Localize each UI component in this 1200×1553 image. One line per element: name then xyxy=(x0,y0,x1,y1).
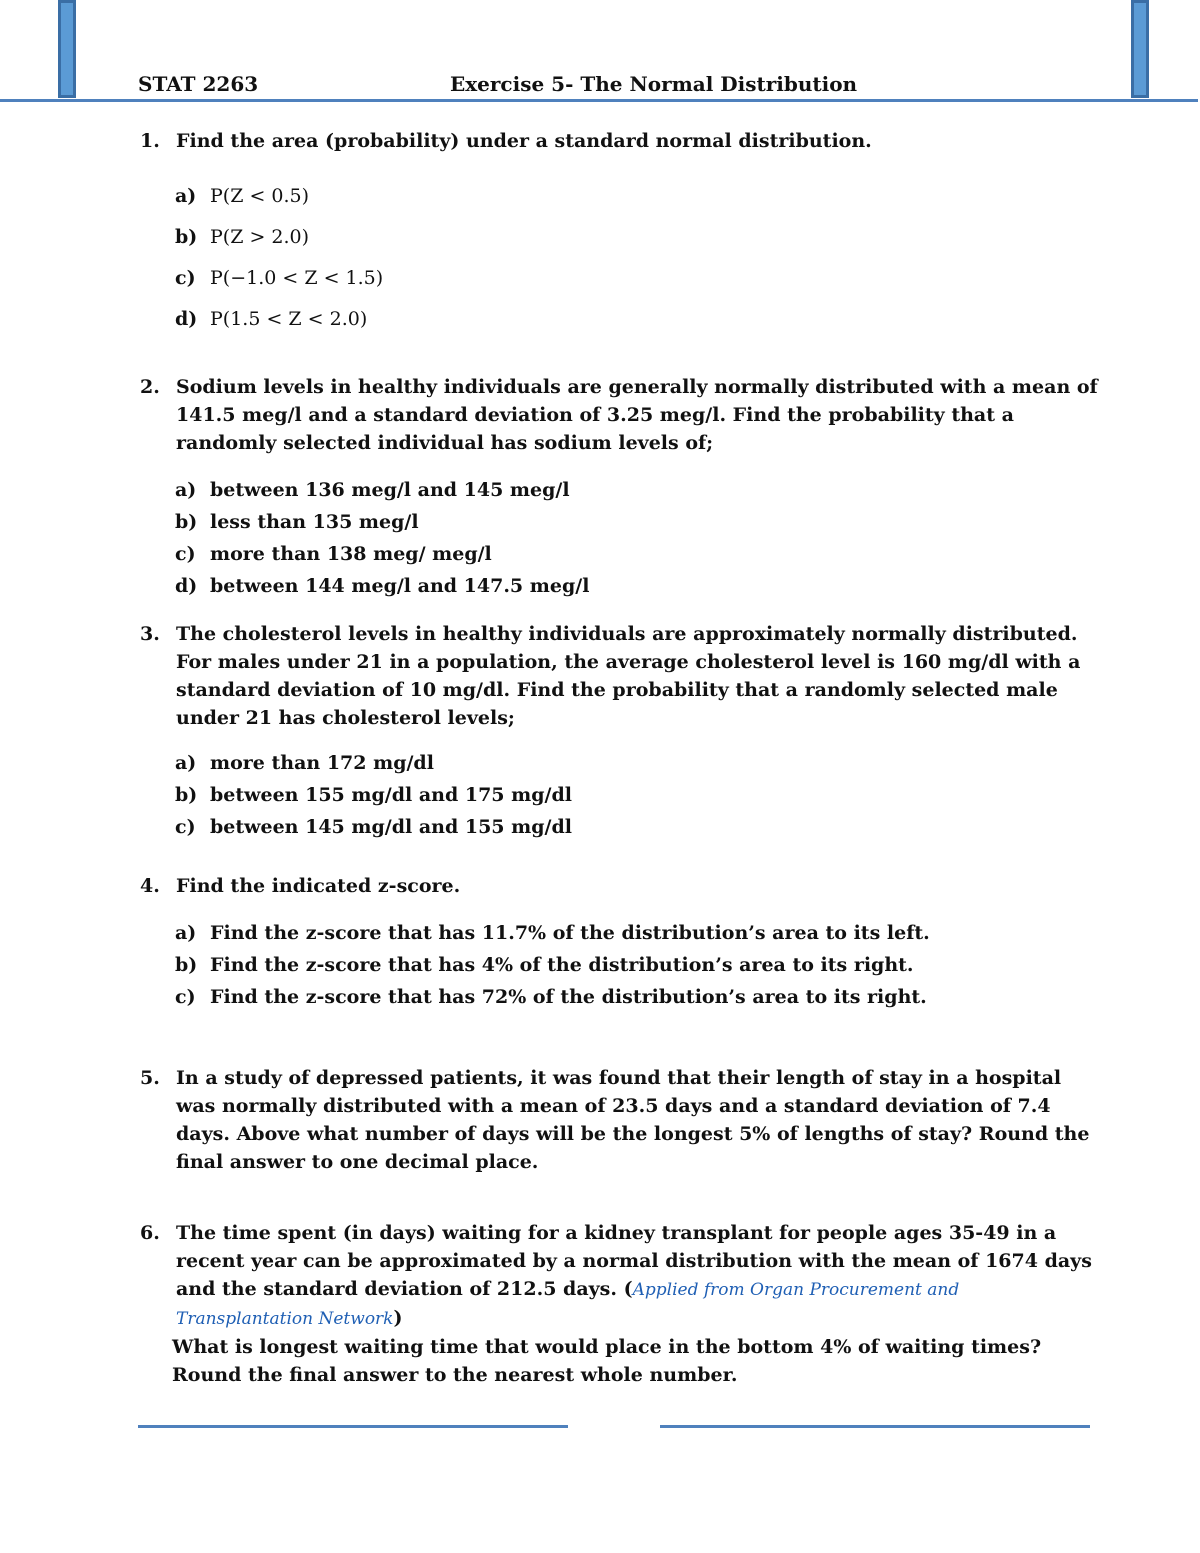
list-item xyxy=(175,221,1075,262)
part-text: less than 135 meg/l xyxy=(210,511,419,533)
question-text: In a study of depressed patients, it was found that their length of stay in a hospital was normally distributed with a mean of 23.5 days and a standard deviation of 7.4 days. Above what number of days will be the longest 5% of lengths of stay? Round the final answer to one decimal place. xyxy=(176,1067,1090,1173)
part-label: a) xyxy=(175,185,197,207)
question-4-parts xyxy=(175,917,1075,1013)
part-text: between 144 meg/l and 147.5 meg/l xyxy=(210,575,590,597)
list-item xyxy=(175,570,1075,602)
part-text: Find the z-score that has 4% of the distribution’s area to its right. xyxy=(210,954,914,976)
header-rule xyxy=(0,99,1198,102)
question-number: 6. xyxy=(140,1222,160,1244)
part-text: between 136 meg/l and 145 meg/l xyxy=(210,479,570,501)
footer-rule-right xyxy=(660,1425,1090,1428)
part-text: P(Z > 2.0) xyxy=(210,226,310,248)
question-text: Sodium levels in healthy individuals are generally normally distributed with a mean of 141.5 meg/l and a standard deviation of 3.25 meg/l. Find the probability that a randomly selected individual has sodium levels of; xyxy=(176,376,1098,454)
part-text: Find the z-score that has 11.7% of the distribution’s area to its left. xyxy=(210,922,930,944)
question-4 xyxy=(140,872,1100,900)
question-text: The time spent (in days) waiting for a kidney transplant for people ages 35-49 in a recent year can be approximated by a normal distribution with the mean of 1674 days and the standard deviation of 212.5 days. (Applied from Organ Procurement and Transplantation Network) xyxy=(176,1222,1092,1329)
question-6 xyxy=(140,1219,1100,1389)
part-text: between 145 mg/dl and 155 mg/dl xyxy=(210,816,572,838)
list-item xyxy=(175,981,1075,1013)
question-2-parts xyxy=(175,474,1075,602)
list-item xyxy=(175,506,1075,538)
question-number: 1. xyxy=(140,130,160,152)
question-text: Find the area (probability) under a standard normal distribution. xyxy=(176,130,872,152)
part-label: b) xyxy=(175,226,198,248)
question-number: 4. xyxy=(140,875,160,897)
question-text: Find the indicated z-score. xyxy=(176,875,461,897)
part-text: P(1.5 < Z < 2.0) xyxy=(210,308,368,330)
part-label: d) xyxy=(175,308,198,330)
part-label: d) xyxy=(175,575,198,597)
question-text: The cholesterol levels in healthy individuals are approximately normally distributed. For males under 21 in a population, the average cholesterol level is 160 mg/dl with a standard deviation of 10 mg/dl. Find the probability that a randomly selected male under 21 has cholesterol levels; xyxy=(176,623,1081,729)
question-3-parts xyxy=(175,747,1075,843)
list-item xyxy=(175,779,1075,811)
part-label: c) xyxy=(175,816,196,838)
list-item xyxy=(175,180,1075,221)
right-margin-bar xyxy=(1131,0,1149,98)
list-item xyxy=(175,747,1075,779)
part-text: more than 138 meg/ meg/l xyxy=(210,543,492,565)
list-item xyxy=(175,917,1075,949)
part-label: b) xyxy=(175,511,198,533)
list-item xyxy=(175,538,1075,570)
question-1-parts xyxy=(175,180,1075,344)
question-1 xyxy=(140,127,1100,155)
part-label: b) xyxy=(175,784,198,806)
list-item xyxy=(175,474,1075,506)
question-5 xyxy=(140,1064,1100,1176)
part-label: c) xyxy=(175,986,196,1008)
source-citation: Applied from Organ Procurement and Transplantation Network xyxy=(176,1280,960,1329)
part-text: Find the z-score that has 72% of the distribution’s area to its right. xyxy=(210,986,927,1008)
question-number: 3. xyxy=(140,623,160,645)
part-label: a) xyxy=(175,752,197,774)
part-label: c) xyxy=(175,267,196,289)
list-item xyxy=(175,303,1075,344)
question-number: 5. xyxy=(140,1067,160,1089)
question-text-body: The time spent (in days) waiting for a kidney transplant for people ages 35-49 in a recent year can be approximated by a normal distribution with the mean of 1674 days and the standard deviation of 212.5 days. xyxy=(176,1222,1092,1300)
part-text: P(Z < 0.5) xyxy=(210,185,310,207)
part-text: more than 172 mg/dl xyxy=(210,752,434,774)
footer-rule-left xyxy=(138,1425,568,1428)
left-margin-bar xyxy=(58,0,76,98)
page-title: Exercise 5- The Normal Distribution xyxy=(450,72,858,96)
list-item xyxy=(175,949,1075,981)
part-text: P(−1.0 < Z < 1.5) xyxy=(210,267,384,289)
list-item xyxy=(175,811,1075,843)
course-code: STAT 2263 xyxy=(138,72,259,96)
part-label: a) xyxy=(175,922,197,944)
question-number: 2. xyxy=(140,376,160,398)
question-3 xyxy=(140,620,1100,732)
question-text-followup: What is longest waiting time that would place in the bottom 4% of waiting times? Round the final answer to the nearest whole number. xyxy=(172,1336,1042,1386)
part-label: a) xyxy=(175,479,197,501)
part-label: c) xyxy=(175,543,196,565)
part-text: between 155 mg/dl and 175 mg/dl xyxy=(210,784,572,806)
list-item xyxy=(175,262,1075,303)
part-label: b) xyxy=(175,954,198,976)
question-2 xyxy=(140,373,1100,457)
